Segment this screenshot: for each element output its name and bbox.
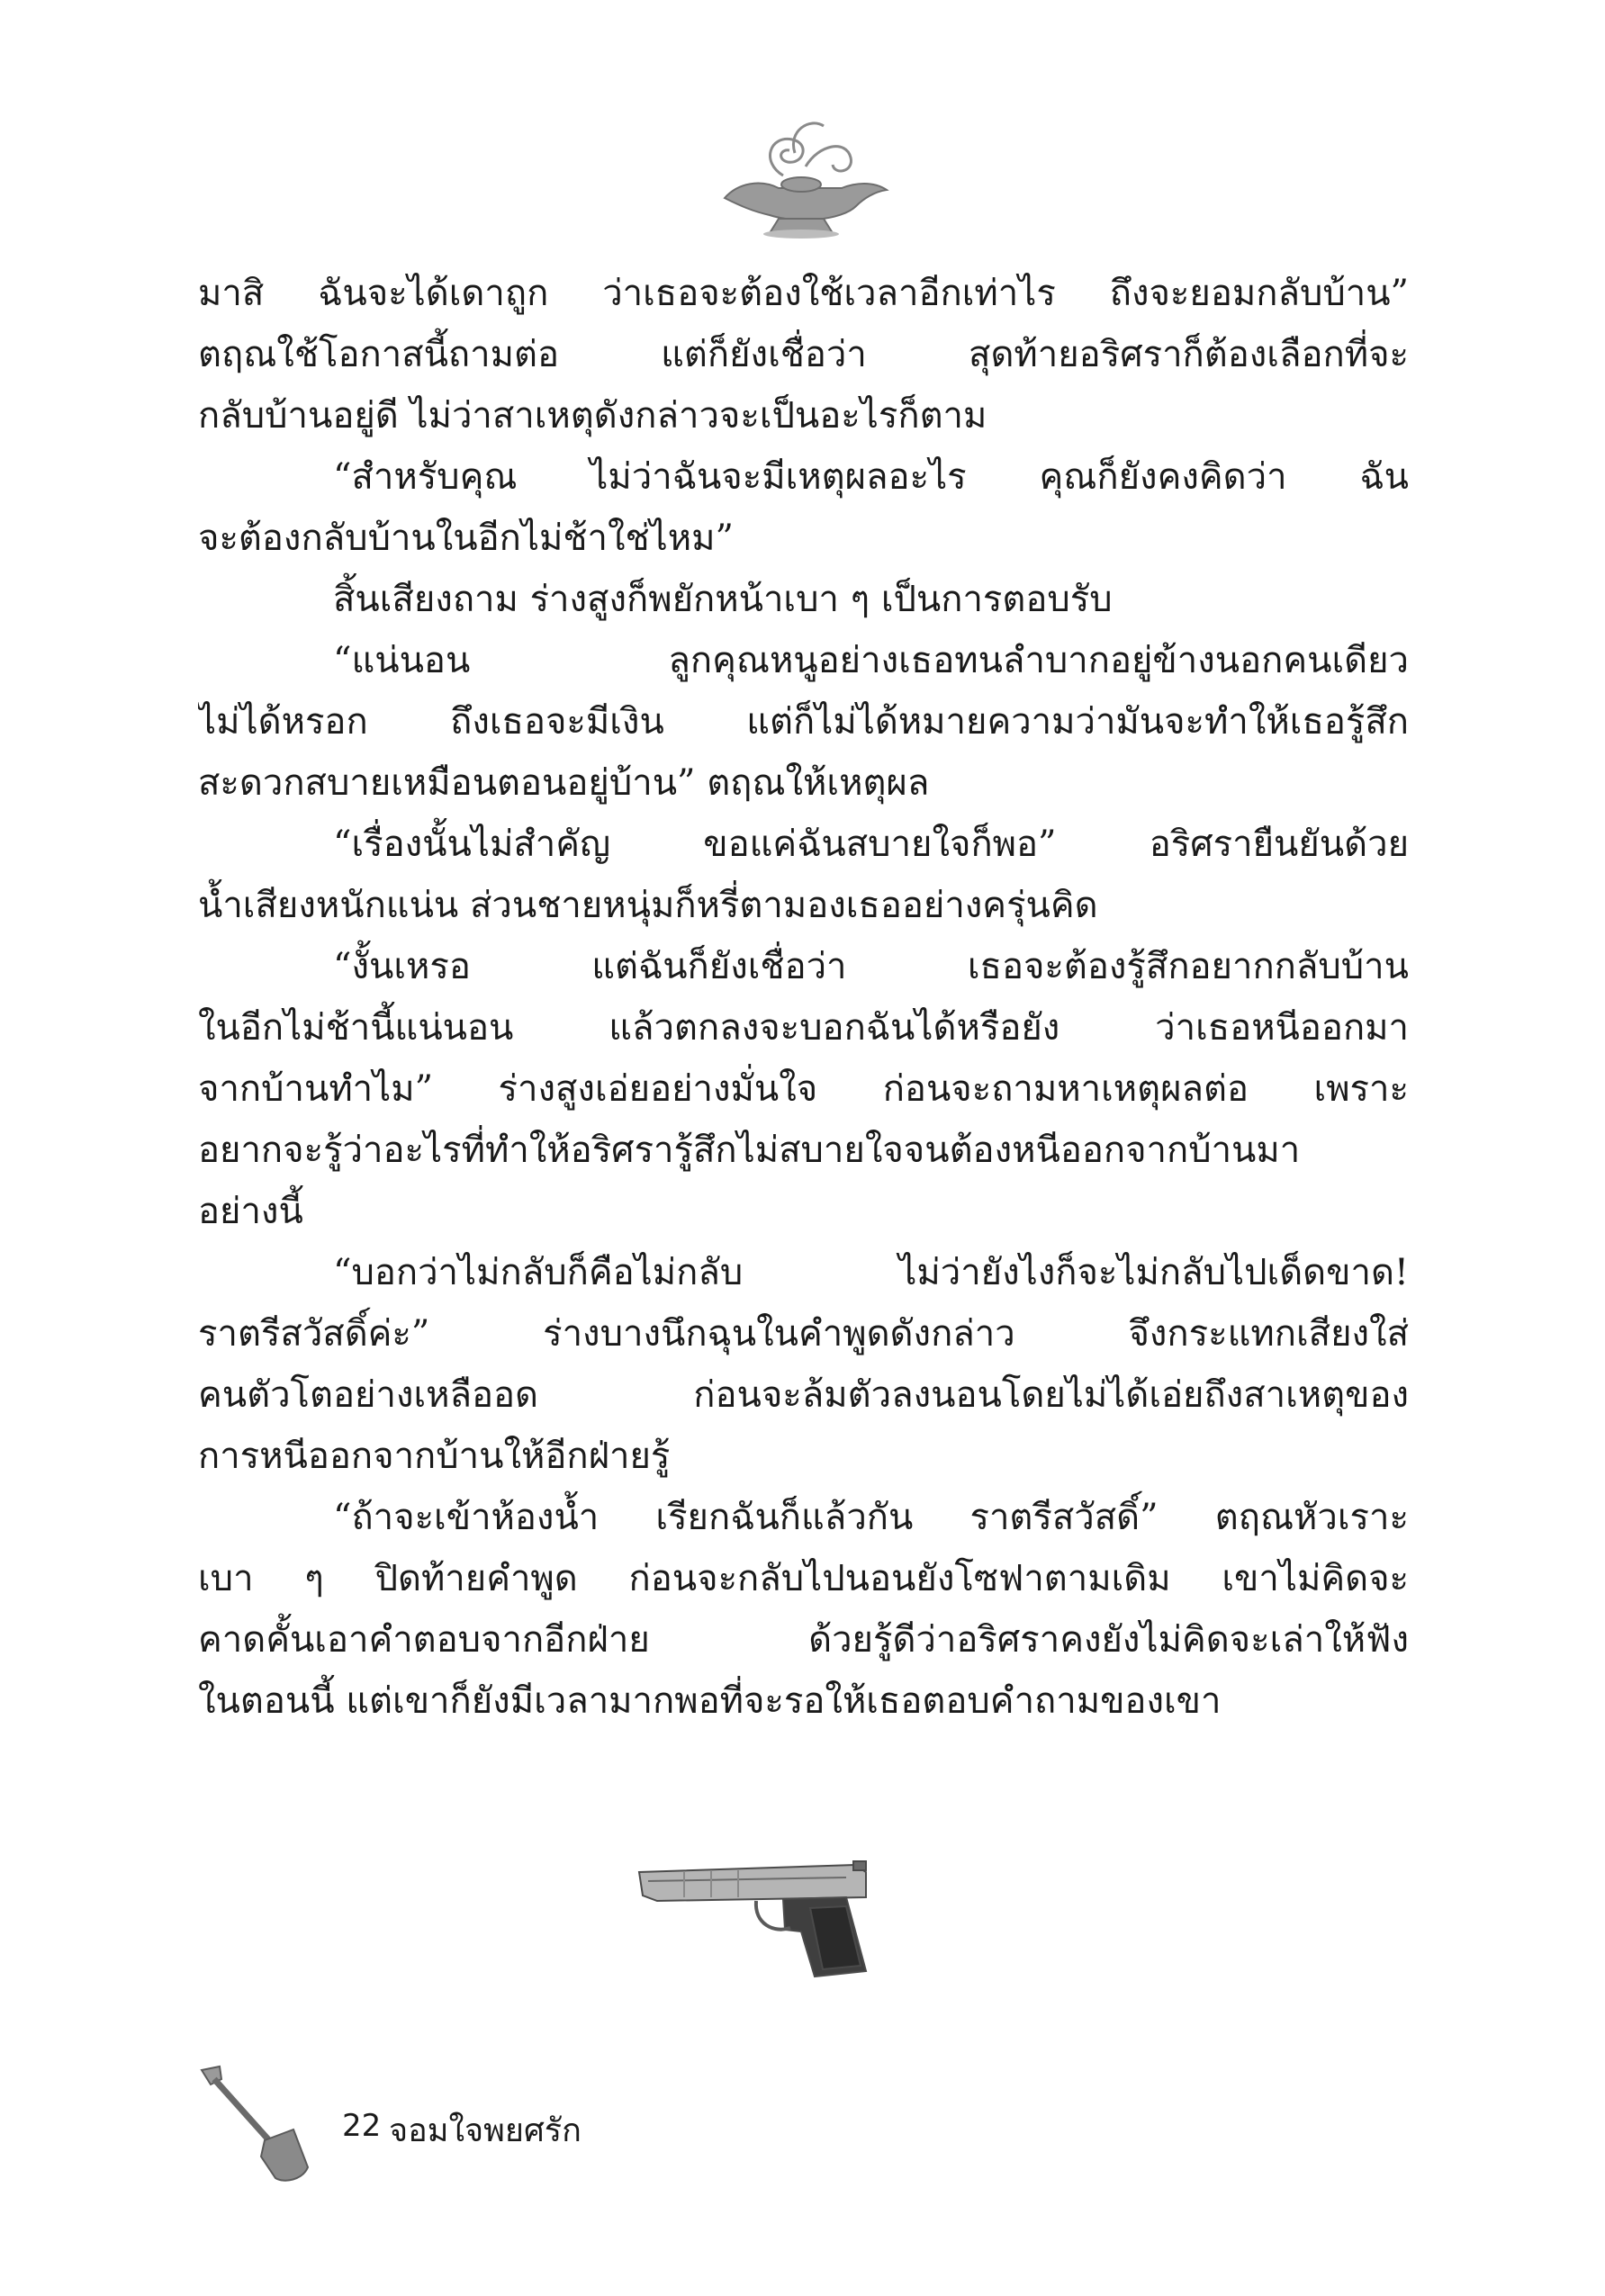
text-line: “สำหรับคุณ ไม่ว่าฉันจะมีเหตุผลอะไร คุณก็ยังคงคิดว่า ฉัน xyxy=(333,456,1409,498)
paragraph xyxy=(198,263,1409,446)
text-line: ตฤณใช้โอกาสนี้ถามต่อ แต่ก็ยังเชื่อว่า สุดท้ายอริศราก็ต้องเลือกที่จะ xyxy=(198,334,1409,375)
text-line: น้ำเสียงหนักแน่น ส่วนชายหนุ่มก็หรี่ตามองเธออย่างครุ่นคิด xyxy=(198,885,1098,926)
paragraph xyxy=(198,814,1409,936)
text-line: คนตัวโตอย่างเหลืออด ก่อนจะล้มตัวลงนอนโดยไม่ได้เอ่ยถึงสาเหตุของ xyxy=(198,1374,1409,1416)
text-line: “บอกว่าไม่กลับก็คือไม่กลับ ไม่ว่ายังไงก็จะไม่กลับไปเด็ดขาด! xyxy=(333,1252,1409,1293)
paragraph xyxy=(198,936,1409,1242)
text-line: ไม่ได้หรอก ถึงเธอจะมีเงิน แต่ก็ไม่ได้หมายความว่ามันจะทำให้เธอรู้สึก xyxy=(198,701,1409,743)
paragraph xyxy=(198,446,1409,569)
text-line: ราตรีสวัสดิ์ค่ะ” ร่างบางนึกฉุนในคำพูดดังกล่าว จึงกระแทกเสียงใส่ xyxy=(198,1313,1409,1355)
text-line: สะดวกสบายเหมือนตอนอยู่บ้าน” ตฤณให้เหตุผล xyxy=(198,762,930,804)
text-line: จะต้องกลับบ้านในอีกไม่ช้าใช่ไหม” xyxy=(198,518,734,559)
paragraph xyxy=(198,630,1409,814)
pistol-icon xyxy=(630,1845,900,1980)
text-line: สิ้นเสียงถาม ร่างสูงก็พยักหน้าเบา ๆ เป็นการตอบรับ xyxy=(333,579,1113,620)
genie-lamp-icon xyxy=(698,113,905,243)
page-footer xyxy=(180,2061,990,2187)
text-line: ในอีกไม่ช้านี้แน่นอน แล้วตกลงจะบอกฉันได้หรือยัง ว่าเธอหนีออกมา xyxy=(198,1007,1409,1049)
text-line: มาสิ ฉันจะได้เดาถูก ว่าเธอจะต้องใช้เวลาอีกเท่าไร ถึงจะยอมกลับบ้าน” xyxy=(198,273,1409,314)
paragraph xyxy=(198,1487,1409,1732)
text-line: “ถ้าจะเข้าห้องน้ำ เรียกฉันก็แล้วกัน ราตรีสวัสดิ์” ตฤณหัวเราะ xyxy=(333,1497,1409,1538)
text-line: ในตอนนี้ แต่เขาก็ยังมีเวลามากพอที่จะรอให้เธอตอบคำถามของเขา xyxy=(198,1680,1222,1722)
text-line: “งั้นเหรอ แต่ฉันก็ยังเชื่อว่า เธอจะต้องรู้สึกอยากกลับบ้าน xyxy=(333,946,1409,987)
text-line: การหนีออกจากบ้านให้อีกฝ่ายรู้ xyxy=(198,1436,671,1477)
paragraph xyxy=(198,1242,1409,1487)
text-line: คาดคั้นเอาคำตอบจากอีกฝ่าย ด้วยรู้ดีว่าอริศราคงยังไม่คิดจะเล่าให้ฟัง xyxy=(198,1619,1409,1661)
text-line: เบา ๆ ปิดท้ายคำพูด ก่อนจะกลับไปนอนยังโซฟาตามเดิม เขาไม่คิดจะ xyxy=(198,1558,1409,1599)
text-line: กลับบ้านอยู่ดี ไม่ว่าสาเหตุดังกล่าวจะเป็นอะไรก็ตาม xyxy=(198,395,987,437)
book-title: จอมใจพยศรัก xyxy=(389,2112,582,2149)
body-text xyxy=(198,263,1409,1732)
text-line: อย่างนี้ xyxy=(198,1191,303,1232)
paragraph xyxy=(198,569,1409,630)
text-line: จากบ้านทำไม” ร่างสูงเอ่ยอย่างมั่นใจ ก่อนจะถามหาเหตุผลต่อ เพราะ xyxy=(198,1068,1409,1110)
text-line: อยากจะรู้ว่าอะไรที่ทำให้อริศรารู้สึกไม่สบายใจจนต้องหนีออกจากบ้านมา xyxy=(198,1130,1301,1171)
shovel-icon xyxy=(189,2061,315,2187)
page-number: 22 xyxy=(342,2108,382,2144)
text-line: “เรื่องนั้นไม่สำคัญ ขอแค่ฉันสบายใจก็พอ” อริศรายืนยันด้วย xyxy=(333,824,1409,865)
text-line: “แน่นอน ลูกคุณหนูอย่างเธอทนลำบากอยู่ข้างนอกคนเดียว xyxy=(333,640,1409,681)
